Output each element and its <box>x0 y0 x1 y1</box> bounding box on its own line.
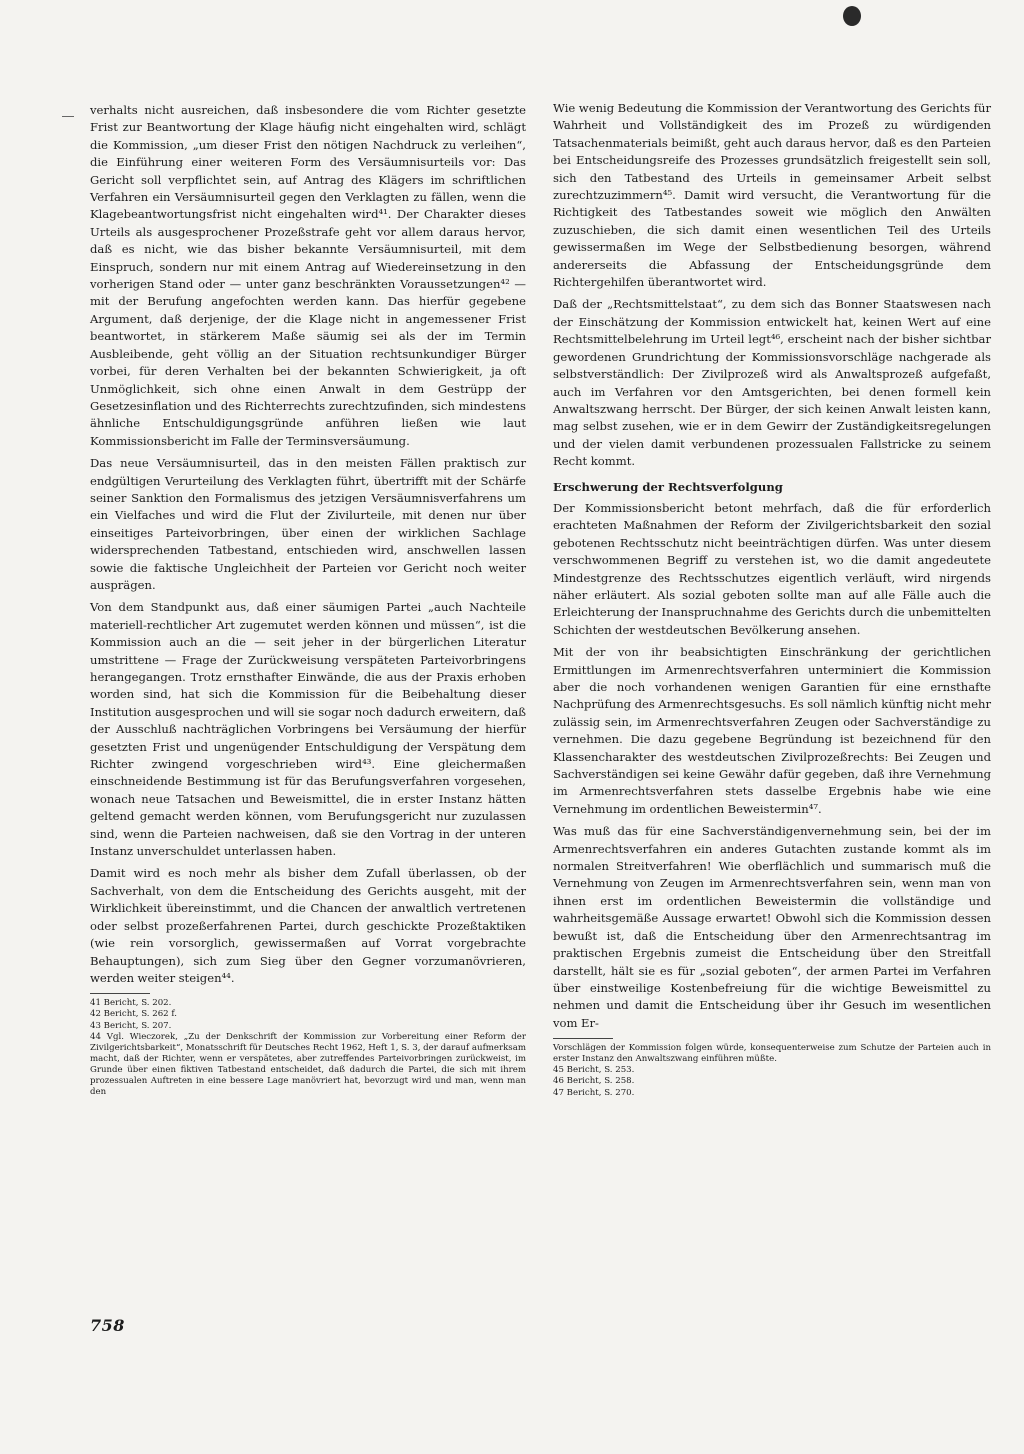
footnote: 41 Bericht, S. 202. <box>90 998 172 1009</box>
footnote: 47 Bericht, S. 270. <box>553 1087 635 1098</box>
section-heading: Erschwerung der Rechtsverfolgung <box>553 479 783 494</box>
footnote: 44 Vgl. Wieczorek, „Zu der Denkschrift der Kommission zur Vorbereitung einer Reform der Zivilgerichtsbarkeit“, Monatsschrift für Deutsches Recht 1962, Heft 1, S. 3, der darauf aufmerksam macht, daß der Richter, wenn er verspätetes, aber zutreffendes Parteivorbringen zurückweist, im Grunde über einen fiktiven Tatbestand entscheidet, daß dadurch die Partei, die sich mit ihrem prozessualen Auftreten in eine bessere Lage manövriert hat, bevorzugt wird und man, wenn man den <box>90 1031 526 1098</box>
footnote-divider <box>90 993 150 994</box>
footnote: 45 Bericht, S. 253. <box>553 1065 635 1076</box>
body-paragraph: Das neue Versäumnisurteil, das in den meisten Fällen praktisch zur endgültigen Verurteilung des Verklagten führt, übertrifft mit der Schärfe seiner Sanktion den Formalismus des jetzigen Versäumnisverfahrens um ein Vielfaches und wird die Flut der Zivilurteile, mit denen nur über einseitiges Parteivorbringen, über einen der wirklichen Sachlage widersprechenden Tatbestand, entschieden wird, anschwellen lassen sowie die faktische Ungleichheit der Parteien vor Gericht noch weiter ausprägen. <box>90 456 526 592</box>
body-paragraph: Der Kommissionsbericht betont mehrfach, daß die für erforderlich erachteten Maßnahmen der Reform der Zivilgerichtsbarkeit den sozial gebotenen Rechtsschutz nicht beeinträchtigen dürfen. Was unter diesem verschwommenen Begriff zu verstehen ist, wo die damit angedeutete Mindestgrenze des Rechtsschutzes eigentlich verläuft, wird nirgends näher erläutert. Als sozial geboten sollte man auf alle Fälle auch die Erleichterung der Inanspruchnahme des Gerichts durch die unbemittelten Schichten der westdeutschen Bevölkerung ansehen. <box>553 500 991 637</box>
footnote-divider <box>553 1038 613 1039</box>
body-paragraph: Daß der „Rechtsmittelstaat“, zu dem sich das Bonner Staatswesen nach der Einschätzung der Kommission entwickelt hat, keinen Wert auf eine Rechtsmittelbelehrung im Urteil legt⁴⁶, erscheint nach der bisher sichtbar gewordenen Grundrichtung der Kommissionsvorschläge nachgerade als selbstverständlich: Der Zivilprozeß wird als Anwaltsprozeß aufgefaßt, auch im Verfahren vor den Amtsgerichten, bei denen formell kein Anwaltszwang herrscht. Der Bürger, der sich keinen Anwalt leisten kann, mag selbst zusehen, wie er in dem Gewirr der Zuständigkeitsregelungen und der vielen damit verbundenen prozessualen Fallstricke zu seinem Recht kommt. <box>553 297 991 469</box>
body-paragraph: Damit wird es noch mehr als bisher dem Zufall überlassen, ob der Sachverhalt, von dem die Entscheidung des Gerichts ausgeht, mit der Wirklichkeit übereinstimmt, und die Chancen der anwaltlich vertretenen oder selbst prozeßerfahrenen Partei, durch geschickte Prozeßtaktiken (wie rein vorsorglich, gewissermaßen auf Vorrat vorgebrachte Behauptungen), sich zum Sieg über den Gegner vorzumanövrieren, werden weiter steigen⁴⁴. <box>90 866 526 985</box>
page-number: 758 <box>90 1316 125 1335</box>
body-paragraph: Wie wenig Bedeutung die Kommission der Verantwortung des Gerichts für Wahrheit und Vollständigkeit des im Prozeß zu würdigenden Tatsachenmaterials beimißt, geht auch daraus hervor, daß es den Parteien bei Entscheidungsreife des Prozesses grundsätzlich freigestellt sein soll, sich den Tatbestand des Urteils in gemeinsamer Arbeit selbst zurechtzuzimmern⁴⁵. Damit wird versucht, die Verantwortung für die Richtigkeit des Tatbestandes soweit wie möglich den Anwälten zuzuschieben, die sich damit einen wesentlichen Teil des Urteils gewissermaßen im Wege der Selbstbedienung besorgen, während andererseits die Abfassung der Entscheidungsgründe dem Richtergehilfen überantwortet wird. <box>553 101 991 290</box>
footnote-continuation: Vorschlägen der Kommission folgen würde, konsequenterweise zum Schutze der Parteien auch in erster Instanz den Anwaltszwang einführen müßte. <box>553 1043 991 1065</box>
left-column <box>90 102 526 1098</box>
footnote: 43 Bericht, S. 207. <box>90 1020 172 1031</box>
body-paragraph: verhalts nicht ausreichen, daß insbesondere die vom Richter gesetzte Frist zur Beantwortung der Klage häufig nicht eingehalten wird, schlägt die Kommission, „um dieser Frist den nötigen Nachdruck zu verleihen“, die Einführung einer weiteren Form des Versäumnisurteils vor: Das Gericht soll verpflichtet sein, auf Antrag des Klägers im schriftlichen Verfahren ein Versäumnisurteil gegen den Verklagten zu fällen, wenn die Klagebeantwortungsfrist nicht eingehalten wird⁴¹. Der Charakter dieses Urteils als ausgesprochener Prozeßstrafe geht vor allem daraus hervor, daß es nicht, wie das bisher bekannte Versäumnisurteil, mit dem Einspruch, sondern nur mit einem Antrag auf Wiedereinsetzung in den vorherigen Stand oder — unter ganz beschränkten Voraussetzungen⁴² — mit der Berufung angefochten werden kann. Das hierfür gegebene Argument, daß derjenige, der die Klage nicht in angemessener Frist beantwortet, in stärkerem Maße säumig sei als der im Termin Ausbleibende, geht völlig an der Situation rechtsunkundiger Bürger vorbei, für deren Verhalten bei der bekannten Schwierigkeit, ja oft Unmöglichkeit, sich ohne einen Anwalt in dem Gestrüpp der Gesetzesinflation und des Richterrechts zurechtzufinden, sich mindestens ähnliche Entschuldigungsgründe anführen ließen wie laut Kommissionsbericht im Falle der Terminsversäumung. <box>90 103 526 448</box>
ink-blot-mark <box>843 6 861 26</box>
footnote: 42 Bericht, S. 262 f. <box>90 1009 177 1020</box>
footnote: 46 Bericht, S. 258. <box>553 1076 635 1087</box>
body-paragraph: Von dem Standpunkt aus, daß einer säumigen Partei „auch Nachteile materiell-rechtlicher Art zugemutet werden können und müssen“, ist die Kommission auch an die — seit jeher in der bürgerlichen Literatur umstrittene — Frage der Zurückweisung verspäteten Parteivorbringens herangegangen. Trotz ernsthafter Einwände, die aus der Praxis erhoben worden sind, hat sich die Kommission für die Beibehaltung dieser Institution ausgesprochen und will sie sogar noch dadurch erweitern, daß der Ausschluß nachträglichen Vorbringens bei Versäumung der hierfür gesetzten Frist und ungenügender Entschuldigung der Verspätung dem Richter zwingend vorgeschrieben wird⁴³. Eine gleichermaßen einschneidende Bestimmung ist für das Berufungsverfahren vorgesehen, wonach neue Tatsachen und Beweismittel, die in erster Instanz hätten geltend gemacht werden können, vom Berufungsgericht nur zuzulassen sind, wenn die Parteien nachweisen, daß sie den Vortrag in der unteren Instanz unverschuldet unterlassen haben. <box>90 600 526 859</box>
body-paragraph: Was muß das für eine Sachverständigenvernehmung sein, bei der im Armenrechtsverfahren ein anderes Gutachten zustande kommt als im normalen Streitverfahren! Wie oberflächlich und summarisch muß die Vernehmung von Zeugen im Armenrechtsverfahren sein, wenn man von ihnen erst im ordentlichen Beweistermin die vollständige und wahrheitsgemäße Aussage erwartet! Obwohl sich die Kommission dessen bewußt ist, daß die Entscheidung über den Armenrechtsantrag im praktischen Ergebnis zumeist die Entscheidung über den Streitfall darstellt, hält sie es für „sozial geboten“, der armen Partei im Verfahren über einstweilige Kostenbefreiung für die wichtige Beweismittel zu nehmen und damit die Entscheidung über ihr Gesuch im wesentlichen vom Er- <box>553 824 991 1030</box>
margin-mark <box>62 116 74 117</box>
body-paragraph: Mit der von ihr beabsichtigten Einschränkung der gerichtlichen Ermittlungen im Armenrechtsverfahren unterminiert die Kommission aber die noch vorhandenen wenigen Garantien für eine ernsthafte Nachprüfung des Armenrechtsgesuchs. Es soll nämlich künftig nicht mehr zulässig sein, im Armenrechtsverfahren Zeugen oder Sachverständige zu vernehmen. Die dazu gegebene Begründung ist bezeichnend für den Klassencharakter des westdeutschen Zivilprozeßrechts: Bei Zeugen und Sachverständigen sei keine Gewähr dafür gegeben, daß ihre Vernehmung im Armenrechtsverfahren stets dasselbe Ergebnis habe wie eine Vernehmung im ordentlichen Beweistermin⁴⁷. <box>553 645 991 816</box>
right-column <box>553 100 991 1099</box>
